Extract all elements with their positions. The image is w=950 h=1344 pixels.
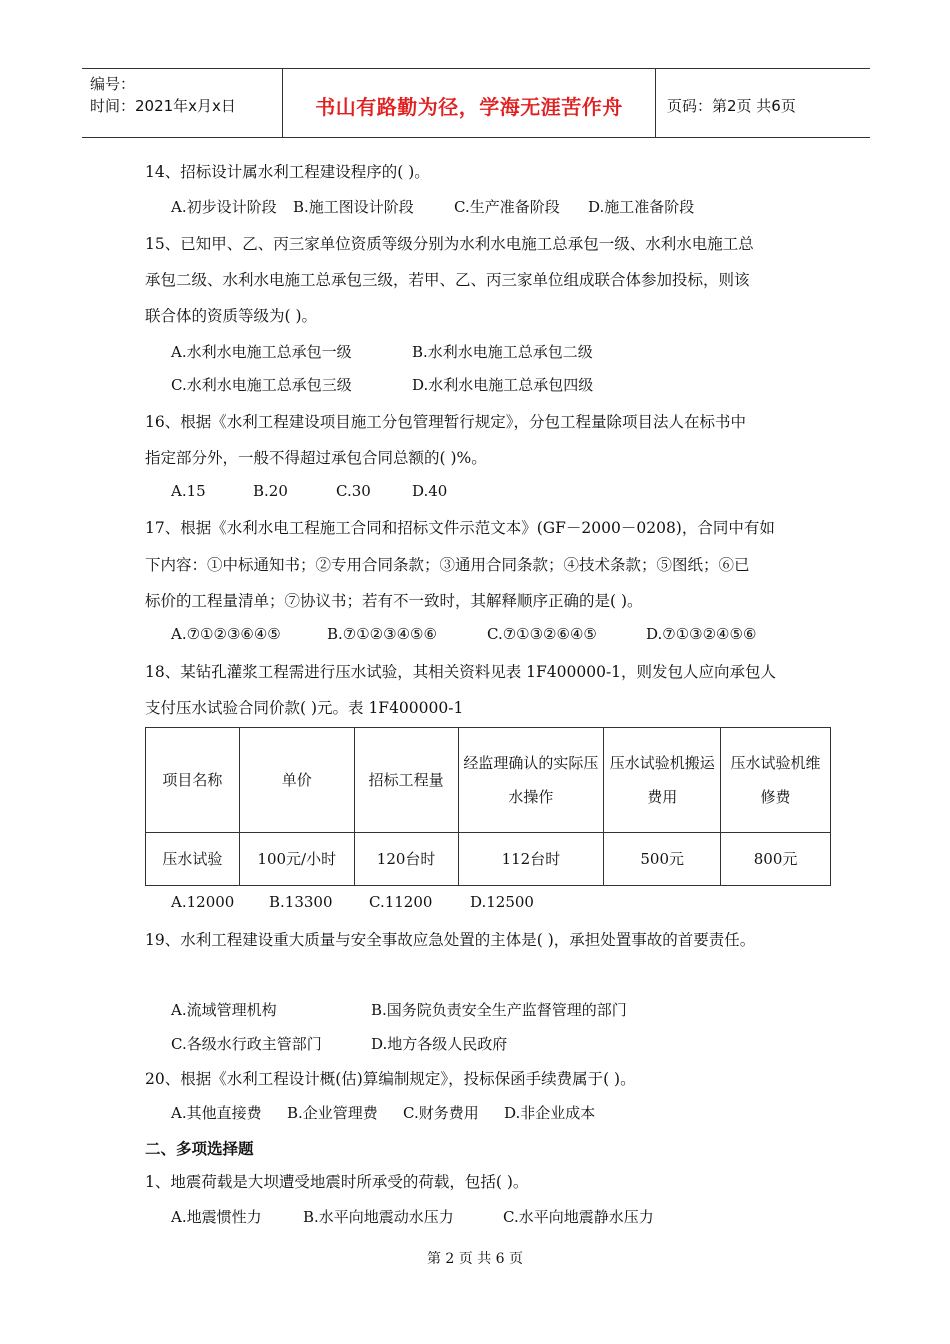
question-14: 14、招标设计属水利工程建设程序的( )。 [145, 163, 430, 181]
q16-option-d: D.40 [412, 482, 448, 500]
header-center-cell [283, 69, 656, 137]
question-17-line-1: 17、根据《水利水电工程施工合同和招标文件示范文本》(GF－2000－0208)，合同中有如 [145, 519, 775, 537]
question-19: 19、水利工程建设重大质量与安全事故应急处置的主体是( )，承担处置事故的首要责任。 [145, 931, 756, 949]
q18-option-d: D.12500 [470, 893, 534, 911]
table-cell: 100元/小时 [239, 833, 354, 886]
page-header [82, 68, 870, 138]
table-row [146, 833, 831, 886]
q14-option-b: B.施工图设计阶段 [293, 198, 414, 216]
q17-option-b: B.⑦①②③④⑤⑥ [327, 625, 437, 643]
q19-option-c: C.各级水行政主管部门 [171, 1035, 322, 1053]
table-header-cell: 招标工程量 [354, 728, 458, 833]
question-15-line-1: 15、已知甲、乙、丙三家单位资质等级分别为水利水电施工总承包一级、水利水电施工总 [145, 235, 754, 253]
q19-option-a: A.流域管理机构 [171, 1001, 277, 1019]
question-16-line-1: 16、根据《水利工程建设项目施工分包管理暂行规定》，分包工程量除项目法人在标书中 [145, 413, 746, 431]
table-cell: 500元 [604, 833, 721, 886]
header-motto: 书山有路勤为径，学海无涯苦作舟 [315, 95, 623, 119]
question-15-line-3: 联合体的资质等级为( )。 [145, 307, 318, 325]
m1-option-a: A.地震惯性力 [171, 1208, 262, 1226]
table-header-cell: 压水试验机维修费 [721, 728, 831, 833]
q17-option-d: D.⑦①③②④⑤⑥ [646, 625, 757, 643]
doc-date-label: 时间：2021年x月x日 [90, 97, 236, 115]
q16-option-b: B.20 [253, 482, 288, 500]
q20-option-d: D.非企业成本 [504, 1104, 596, 1122]
q15-option-d: D.水利水电施工总承包四级 [412, 376, 594, 394]
question-17-line-3: 标价的工程量清单；⑦协议书；若有不一致时，其解释顺序正确的是( )。 [145, 592, 643, 610]
table-header-cell: 经监理确认的实际压水操作 [458, 728, 604, 833]
header-page-info: 页码：第2页 共6页 [667, 97, 796, 115]
q15-option-a: A.水利水电施工总承包一级 [171, 343, 352, 361]
multi-question-1: 1、地震荷载是大坝遭受地震时所承受的荷载，包括( )。 [145, 1173, 529, 1191]
question-16-line-2: 指定部分外，一般不得超过承包合同总额的( )%。 [145, 449, 487, 467]
q18-option-c: C.11200 [369, 893, 433, 911]
question-18-line-2: 支付压水试验合同价款( )元。表 1F400000-1 [145, 699, 464, 717]
q16-option-a: A.15 [171, 482, 206, 500]
pressure-test-table [145, 727, 831, 886]
table-cell: 112台时 [458, 833, 604, 886]
m1-option-b: B.水平向地震动水压力 [303, 1208, 454, 1226]
question-20: 20、根据《水利工程设计概(估)算编制规定》，投标保函手续费属于( )。 [145, 1070, 636, 1088]
table-cell: 压水试验 [146, 833, 240, 886]
table-header-cell: 单价 [239, 728, 354, 833]
header-left-cell [82, 69, 283, 137]
q15-option-c: C.水利水电施工总承包三级 [171, 376, 352, 394]
q20-option-a: A.其他直接费 [171, 1104, 262, 1122]
question-17-line-2: 下内容：①中标通知书；②专用合同条款；③通用合同条款；④技术条款；⑤图纸；⑥已 [145, 556, 750, 574]
q16-option-c: C.30 [336, 482, 371, 500]
table-header-cell: 项目名称 [146, 728, 240, 833]
q14-option-d: D.施工准备阶段 [588, 198, 695, 216]
table-header-cell: 压水试验机搬运费用 [604, 728, 721, 833]
q20-option-b: B.企业管理费 [287, 1104, 378, 1122]
q18-option-b: B.13300 [269, 893, 333, 911]
m1-option-c: C.水平向地震静水压力 [503, 1208, 654, 1226]
question-18-line-1: 18、某钻孔灌浆工程需进行压水试验，其相关资料见表 1F400000-1，则发包人应向承包人 [145, 663, 777, 681]
doc-number-label: 编号： [90, 75, 136, 93]
q15-option-b: B.水利水电施工总承包二级 [412, 343, 593, 361]
q19-option-b: B.国务院负责安全生产监督管理的部门 [371, 1001, 627, 1019]
page-footer: 第 2 页 共 6 页 [426, 1251, 524, 1267]
q17-option-a: A.⑦①②③⑥④⑤ [171, 625, 281, 643]
q19-option-d: D.地方各级人民政府 [371, 1035, 508, 1053]
q17-option-c: C.⑦①③②⑥④⑤ [487, 625, 597, 643]
q14-option-c: C.生产准备阶段 [454, 198, 560, 216]
table-cell: 800元 [721, 833, 831, 886]
header-right-cell [657, 69, 870, 137]
question-15-line-2: 承包二级、水利水电施工总承包三级，若甲、乙、丙三家单位组成联合体参加投标，则该 [145, 271, 750, 289]
section-title-multiple-choice: 二、多项选择题 [145, 1140, 254, 1158]
q18-option-a: A.12000 [171, 893, 235, 911]
q20-option-c: C.财务费用 [403, 1104, 479, 1122]
table-cell: 120台时 [354, 833, 458, 886]
table-header-row [146, 728, 831, 833]
q14-option-a: A.初步设计阶段 [171, 198, 277, 216]
